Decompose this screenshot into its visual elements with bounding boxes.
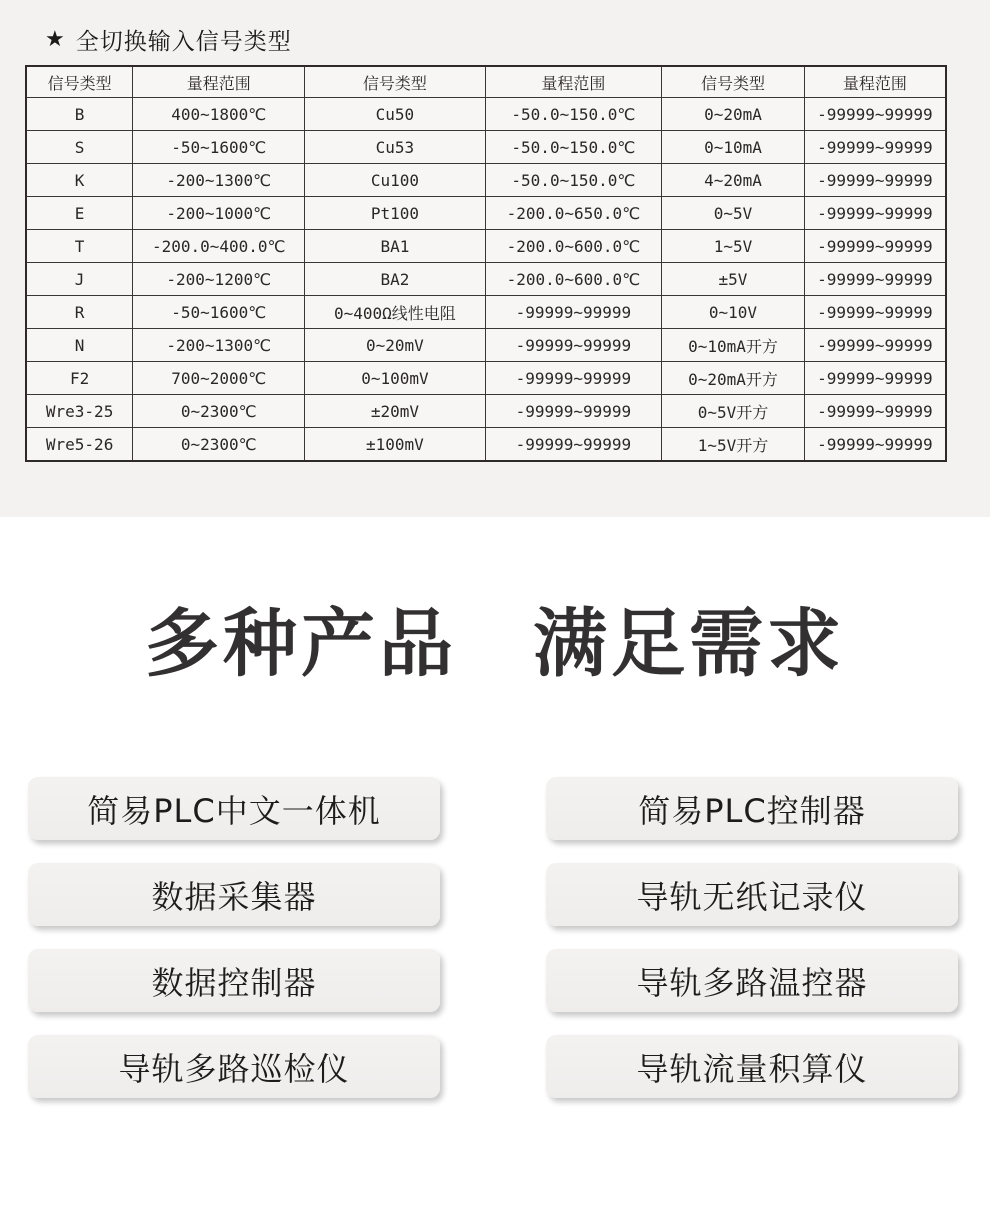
product-button[interactable]: 简易PLC控制器 (546, 777, 958, 840)
table-cell: Cu50 (305, 98, 485, 131)
table-cell: -50.0~150.0℃ (485, 98, 662, 131)
table-cell: -200.0~600.0℃ (485, 230, 662, 263)
headline-part2: 满足需求 (533, 601, 845, 687)
table-cell: -99999~99999 (485, 329, 662, 362)
table-cell: BA1 (305, 230, 485, 263)
table-cell: -99999~99999 (804, 329, 946, 362)
table-cell: 1~5V开方 (662, 428, 805, 462)
product-button[interactable]: 导轨多路温控器 (546, 949, 958, 1012)
table-cell: -50~1600℃ (133, 131, 305, 164)
table-cell: 0~5V (662, 197, 805, 230)
table-row (26, 98, 946, 131)
column-header: 信号类型 (305, 66, 485, 98)
table-cell: 0~10mA (662, 131, 805, 164)
table-cell: -99999~99999 (485, 296, 662, 329)
table-cell: F2 (26, 362, 133, 395)
table-cell: -99999~99999 (804, 230, 946, 263)
table-cell: 0~400Ω线性电阻 (305, 296, 485, 329)
table-row (26, 296, 946, 329)
table-cell: 700~2000℃ (133, 362, 305, 395)
table-cell: -50.0~150.0℃ (485, 164, 662, 197)
table-cell: R (26, 296, 133, 329)
table-cell: -99999~99999 (804, 98, 946, 131)
star-icon: ★ (45, 26, 66, 52)
table-cell: 0~10V (662, 296, 805, 329)
table-cell: 0~20mA (662, 98, 805, 131)
table-cell: Wre3-25 (26, 395, 133, 428)
table-cell: -99999~99999 (804, 362, 946, 395)
table-cell: ±5V (662, 263, 805, 296)
section-title-text: 全切换输入信号类型 (75, 28, 292, 55)
table-cell: -99999~99999 (804, 296, 946, 329)
table-row (26, 263, 946, 296)
column-header: 量程范围 (133, 66, 305, 98)
table-cell: Cu53 (305, 131, 485, 164)
table-cell: -99999~99999 (804, 197, 946, 230)
table-cell: -99999~99999 (804, 164, 946, 197)
column-header: 量程范围 (485, 66, 662, 98)
table-cell: -99999~99999 (804, 131, 946, 164)
product-button[interactable]: 简易PLC中文一体机 (28, 777, 440, 840)
table-cell: ±100mV (305, 428, 485, 462)
spec-section (0, 0, 990, 517)
product-button[interactable]: 数据采集器 (28, 863, 440, 926)
table-row (26, 395, 946, 428)
product-button[interactable]: 导轨流量积算仪 (546, 1035, 958, 1098)
table-row (26, 197, 946, 230)
table-cell: -99999~99999 (485, 395, 662, 428)
product-button[interactable]: 导轨无纸记录仪 (546, 863, 958, 926)
table-cell: -200.0~600.0℃ (485, 263, 662, 296)
table-header-row (26, 66, 946, 98)
table-cell: B (26, 98, 133, 131)
table-cell: Pt100 (305, 197, 485, 230)
table-cell: 0~2300℃ (133, 428, 305, 462)
table-row (26, 428, 946, 462)
table-cell: 0~10mA开方 (662, 329, 805, 362)
table-row (26, 329, 946, 362)
headline-part1: 多种产品 (145, 601, 457, 687)
table-cell: J (26, 263, 133, 296)
table-cell: -200.0~400.0℃ (133, 230, 305, 263)
table-row (26, 164, 946, 197)
column-header: 量程范围 (804, 66, 946, 98)
table-cell: -50.0~150.0℃ (485, 131, 662, 164)
table-cell: Wre5-26 (26, 428, 133, 462)
table-cell: T (26, 230, 133, 263)
product-column-left (28, 777, 440, 1098)
table-cell: -99999~99999 (804, 395, 946, 428)
table-cell: 0~2300℃ (133, 395, 305, 428)
table-cell: K (26, 164, 133, 197)
table-cell: -50~1600℃ (133, 296, 305, 329)
table-cell: Cu100 (305, 164, 485, 197)
product-button[interactable]: 导轨多路巡检仪 (28, 1035, 440, 1098)
table-cell: ±20mV (305, 395, 485, 428)
table-cell: 400~1800℃ (133, 98, 305, 131)
table-cell: -200~1300℃ (133, 164, 305, 197)
table-cell: -200.0~650.0℃ (485, 197, 662, 230)
table-cell: -99999~99999 (485, 362, 662, 395)
table-row (26, 362, 946, 395)
headline (0, 517, 990, 687)
column-header: 信号类型 (26, 66, 133, 98)
table-row (26, 131, 946, 164)
table-cell: E (26, 197, 133, 230)
product-button-grid (0, 777, 990, 1098)
signal-type-table (25, 65, 947, 462)
product-button[interactable]: 数据控制器 (28, 949, 440, 1012)
table-cell: -99999~99999 (485, 428, 662, 462)
section-title (45, 22, 990, 56)
table-cell: -200~1200℃ (133, 263, 305, 296)
table-row (26, 230, 946, 263)
table-cell: -99999~99999 (804, 263, 946, 296)
table-cell: 4~20mA (662, 164, 805, 197)
table-cell: 1~5V (662, 230, 805, 263)
product-column-right (546, 777, 958, 1098)
table-cell: S (26, 131, 133, 164)
table-cell: BA2 (305, 263, 485, 296)
column-header: 信号类型 (662, 66, 805, 98)
table-cell: 0~20mA开方 (662, 362, 805, 395)
table-cell: -99999~99999 (804, 428, 946, 462)
table-cell: -200~1300℃ (133, 329, 305, 362)
table-cell: 0~5V开方 (662, 395, 805, 428)
table-cell: 0~100mV (305, 362, 485, 395)
table-cell: -200~1000℃ (133, 197, 305, 230)
table-cell: N (26, 329, 133, 362)
products-section (0, 517, 990, 1231)
table-cell: 0~20mV (305, 329, 485, 362)
